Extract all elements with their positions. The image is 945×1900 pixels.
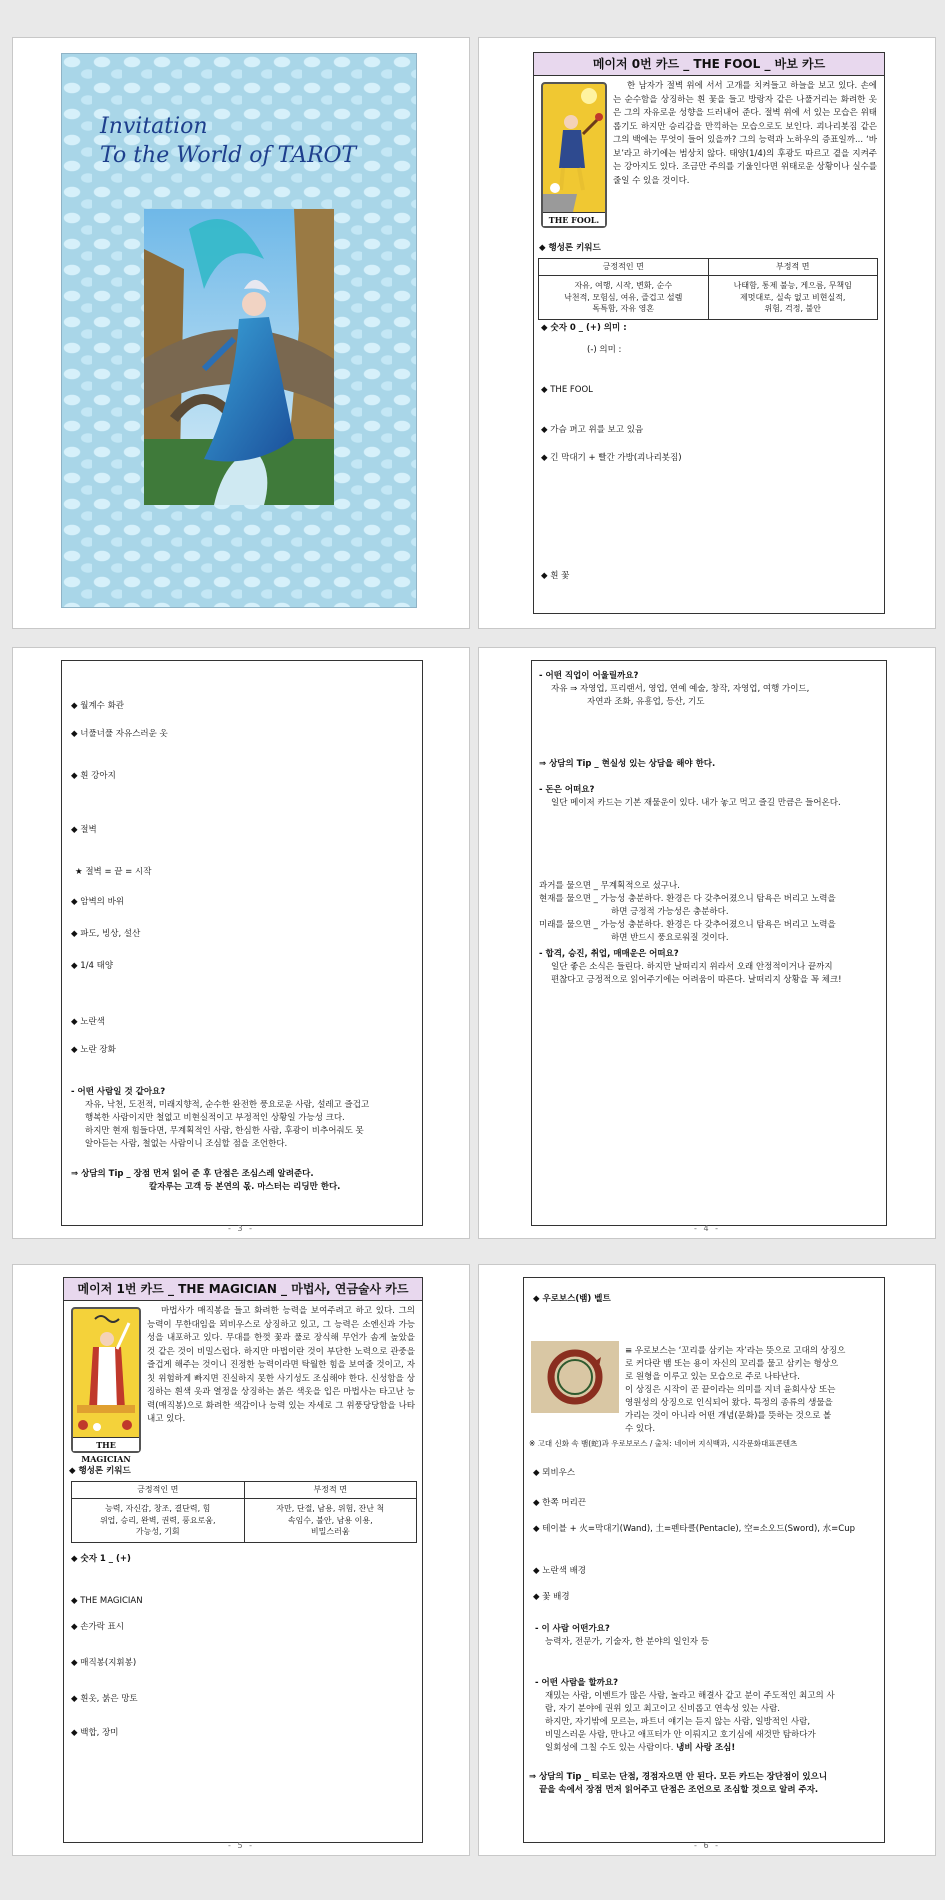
fool-intro: 한 남자가 절벽 위에 서서 고개를 치켜들고 하늘을 보고 있다. 손에는 순수함을 상징하는 흰 꽃을 들고 방랑자 같은 나풀거리는 화려한 옷은 그의 자유로운 성향을 드러내어 준다. 절벽 위에 서 있는 모습은 위태롭기도 하지만 승리감을 만끽하는 모습으로도 보인다. 괴나리봇짐 같은 그의 백에는 무엇이 들어 있을까? 그의 능력과 노하우의 증표일까... ‘바보’라고 하기에는 범상치 않다. 태양(1/4)의 후광도 따르고 곁을 지켜주는 강아지도 있다. 조금만 주의를 기울인다면 위태로운 상황이나 실수를 줄일 수 있을 것이다.	[613, 81, 877, 186]
p3-item-clothes: ◆ 너풀너풀 자유스러운 옷	[71, 729, 168, 739]
p3-question-title: - 어떤 사람일 것 같아요?	[71, 1087, 166, 1097]
page-3	[12, 647, 470, 1239]
p3-tip-line1: ⇒ 상담의 Tip _ 장점 먼저 읽어 준 후 단점은 조심스레 알려준다.	[71, 1169, 314, 1179]
p6-person-line1: 재밌는 사람, 이벤트가 많은 사람, 놀라고 해결사 같고 분이 주도적인 최고의 사	[545, 1691, 835, 1701]
magician-item-title: ◆ THE MAGICIAN	[71, 1596, 143, 1606]
fool-card-image	[541, 82, 607, 228]
page-number: - 3 -	[228, 1224, 254, 1233]
cover-background	[61, 53, 417, 608]
p6-item-table: ◆ 테이블 + 火=막대기(Wand), 土=펜타클(Pentacle), 空=소오드(Sword), 水=Cup	[533, 1524, 855, 1534]
p3-item-sun: ◆ 1/4 태양	[71, 961, 114, 971]
p6-person-line5-text: 일회성에 그칠 수도 있는 사람이다.	[545, 1743, 674, 1753]
p6-item-yellow-bg: ◆ 노란색 배경	[533, 1566, 586, 1576]
fool-title: 메이저 0번 카드 _ THE FOOL _ 바보 카드	[533, 52, 885, 76]
p3-tip-line2: 칼자루는 고객 등 본연의 몫. 마스터는 리딩만 한다.	[149, 1182, 341, 1192]
magician-keyword-table	[71, 1481, 417, 1543]
fool-item-title: ◆ THE FOOL	[541, 385, 593, 395]
p3-item-dog: ◆ 흰 강아지	[71, 771, 116, 781]
p6-person-line5	[545, 1742, 735, 1755]
p6-ouroboros-line2: 로 커다란 뱀 또는 용이 자신의 꼬리를 물고 삼키는 형상으	[625, 1359, 839, 1369]
p3-item-rock: ◆ 암벽의 바위	[71, 897, 124, 907]
p4-present-line1: 현재를 물으면 _ 가능성 충분하다. 환경은 다 갖추어졌으니 탐욕은 버리고 노력을	[539, 894, 836, 904]
magician-number-plus: ◆ 숫자 1 _ (+)	[71, 1554, 131, 1564]
cover-title-line2: To the World of TAROT	[100, 143, 357, 168]
magician-item-flowers: ◆ 백합, 장미	[71, 1728, 119, 1738]
p6-ouroboros-title: ◆ 우로보스(뱀) 벨트	[533, 1294, 611, 1304]
p4-past: 과거를 물으면 _ 무계획적으로 섰구나.	[539, 881, 680, 891]
p4-money-title: - 돈은 어떠요?	[539, 785, 595, 795]
magician-card-caption: THE MAGICIAN	[73, 1437, 139, 1451]
p4-future-line1: 미래를 물으면 _ 가능성 충분하다. 환경은 다 갖추어졌으니 탐욕은 버리고 노력을	[539, 920, 836, 930]
p3-question-line2: 행복한 사람이지만 철없고 비현실적이고 부정적인 상황일 가능성 크다.	[85, 1113, 345, 1123]
magician-negative-head: 부정적 면	[244, 1482, 417, 1499]
fool-item-pose: ◆ 가슴 펴고 위를 보고 있음	[541, 425, 644, 435]
fool-item-flower: ◆ 흰 꽃	[541, 571, 570, 581]
p3-item-boots: ◆ 노란 장화	[71, 1045, 116, 1055]
magician-item-robe: ◆ 흰옷, 붉은 망토	[71, 1694, 138, 1704]
p3-question-line1: 자유, 낙천, 도전적, 미래지향적, 순수한 완전한 풍요로운 사람, 설레고 즐겁고	[85, 1100, 370, 1110]
p3-question-line4: 알아듣는 사람, 철없는 사람이니 조심할 점을 조언한다.	[85, 1139, 288, 1149]
magician-intro: 마법사가 매직봉을 들고 화려한 능력을 보여주려고 하고 있다. 그의 능력이 무한대임을 뫼비우스로 상징하고 있고, 그 능력은 소엔신과 가능성을 내포하고 있다. 무대를 한껏 꽃과 풀로 장식해 무언가 솜게 높았을 것 같은 것이 비밀스럽다. 하지만 마법이란 것이 부단한 노력으로 관중을 즐겁게 해주는 것이니 진정한 능력이라면 탁월한 힘을 보여줄 것이고, 자칫 위험하게 빠지면 진실하지 못한 사기성도 조심해야 한다. 신성함을 상징하는 흰색 옷과 열정을 상징하는 붉은 색옷을 입은 마법사는 타고난 능력(매직봉)으로 화려한 색감이나 능력 있는 자세로 그 위풍당당함을 나타내고 있다.	[147, 1306, 415, 1424]
fool-keyword-table	[538, 258, 878, 320]
p4-job-line1: 자유 ⇒ 자영업, 프리랜서, 영업, 연예 예술, 창작, 자영업, 여행 가이드,	[551, 684, 810, 694]
cover-title-line1: Invitation	[100, 114, 208, 139]
ouroboros-image	[531, 1341, 619, 1413]
fool-positive-cell: 자유, 여행, 시작, 변화, 순수 낙천적, 모험심, 여유, 즐겁고 설렘 독특함, 자유 영혼	[539, 276, 709, 320]
page-cover	[12, 37, 470, 629]
fool-number-minus: (-) 의미 :	[587, 345, 622, 355]
p6-who-line: 능력자, 전문가, 기술자, 한 분야의 일인자 등	[545, 1637, 709, 1647]
fool-negative-head: 부정적 면	[708, 259, 878, 276]
p3-item-cliff: ◆ 절벽	[71, 825, 97, 835]
page-4	[478, 647, 936, 1239]
p6-person-line2: 람, 자기 분야에 권위 있고 최고이고 신비롭고 연속성 있는 사람.	[545, 1704, 780, 1714]
magician-card-image	[71, 1307, 141, 1464]
p6-person-title: - 어떤 사람을 할까요?	[535, 1678, 619, 1688]
magician-keyword-label: ◆ 행성론 키워드	[69, 1466, 131, 1476]
p3-question-line3: 하지만 현재 힘들다면, 무계획적인 사람, 한심한 사람, 후광이 비추어줘도 못	[85, 1126, 364, 1136]
p3-item-wreath: ◆ 월계수 화관	[71, 701, 124, 711]
fool-item-stick: ◆ 긴 막대기 + 빨간 가방(괴나리봇짐)	[541, 453, 682, 463]
p6-tip-line2: 끝을 속에서 장점 먼저 읽어주고 단점은 조언으로 조심할 것으로 알려 주자.	[539, 1785, 819, 1795]
magician-title: 메이저 1번 카드 _ THE MAGICIAN _ 마법사, 연금술사 카드	[63, 1277, 423, 1301]
p6-who-title: - 이 사람 어떤가요?	[535, 1624, 610, 1634]
p4-tip: ⇒ 상담의 Tip _ 현실성 있는 상담을 해야 한다.	[539, 759, 716, 769]
fool-positive-head: 긍정적인 면	[539, 259, 709, 276]
p6-source-note: ※ 고대 신화 속 뱀(蛇)과 우로보로스 / 출처: 네이버 지식백과, 시각문화대표콘텐츠	[529, 1439, 798, 1448]
p6-ouroboros-line3: 로 원형을 이루고 있는 모습으로 주로 나타난다.	[625, 1372, 800, 1382]
p6-person-line4: 비밀스러운 사람, 만나고 애프터가 안 이뤄지고 호기심에 새것만 탐하다가	[545, 1730, 816, 1740]
cover-title	[100, 112, 356, 170]
p6-ouroboros-line5: 영원성의 상징으로 인식되어 왔다. 특정의 종류의 생물을	[625, 1398, 833, 1408]
p6-ouroboros-line7: 수 있다.	[625, 1424, 656, 1434]
page-number: - 6 -	[694, 1841, 720, 1850]
fool-negative-cell: 나태함, 통제 불능, 게으름, 무책임 제멋대로, 실속 없고 비현실적, 위험, 걱정, 불안	[708, 276, 878, 320]
p4-pass-line1: 일단 좋은 소식은 들린다. 하지만 날떠리지 위라서 오래 안정적이거나 끝까지	[551, 962, 833, 972]
p6-item-flower-bg: ◆ 꽃 배경	[533, 1592, 570, 1602]
magician-positive-head: 긍정적인 면	[72, 1482, 245, 1499]
page-number: - 5 -	[228, 1841, 254, 1850]
magician-figure-icon	[73, 1309, 139, 1437]
p3-item-cliff-note: ★ 절벽 = 끝 = 시작	[75, 867, 152, 877]
p3-item-yellow: ◆ 노란색	[71, 1017, 105, 1027]
p6-ouroboros-line6: 가리는 것이 아니라 어떤 개념(문화)를 뜻하는 것으로 볼	[625, 1411, 832, 1421]
cover-illustration	[144, 209, 334, 505]
magician-positive-cell: 능력, 자신감, 창조, 결단력, 힘 위업, 승리, 완벽, 권력, 풍요로움, 가능성, 기회	[72, 1499, 245, 1543]
page-fool	[478, 37, 936, 629]
p4-job-title: - 어떤 직업이 어울릴까요?	[539, 671, 639, 681]
p4-future-line2: 하면 반드시 풍요로워질 것이다.	[611, 933, 729, 943]
p6-person-warning: 냉비 사랑 조심!	[676, 1743, 736, 1753]
p4-pass-title: - 합격, 승진, 취업, 매매운은 어떠요?	[539, 949, 679, 959]
p4-pass-line2: 편찮다고 긍정적으로 읽어주기에는 어려움이 따른다. 날떠리지 상황을 꼭 체크!	[551, 975, 842, 985]
p6-item-headband: ◆ 한쪽 머리끈	[533, 1498, 586, 1508]
p4-job-line2: 자연과 조화, 유흥업, 등산, 기도	[587, 697, 705, 707]
p6-person-line3: 하지만, 자기밖에 모르는, 파트너 얘기는 듣지 않는 사람, 일방적인 사람,	[545, 1717, 811, 1727]
fool-figure-icon	[543, 84, 605, 212]
p4-present-line2: 하면 긍정적 가능성은 충분하다.	[611, 907, 729, 917]
p6-ouroboros-line4: 이 상징은 시작이 곧 끝이라는 의미를 지녀 윤회사상 또는	[625, 1385, 836, 1395]
p6-tip-line1: ⇒ 상담의 Tip _ 티로는 단점, 경점자으면 안 된다. 모든 카드는 장단점이 있으니	[529, 1772, 828, 1782]
page-6	[478, 1264, 936, 1856]
page-magician	[12, 1264, 470, 1856]
p6-item-mobius: ◆ 뫼비우스	[533, 1468, 576, 1478]
magician-item-wand: ◆ 매직봉(지휘봉)	[71, 1658, 137, 1668]
fool-keyword-label: ◆ 행성론 키워드	[539, 243, 601, 253]
magician-negative-cell: 자만, 단절, 남용, 위험, 잔난 척 속임수, 불안, 남용 이용, 비밀스러움	[244, 1499, 417, 1543]
page-number: - 4 -	[694, 1224, 720, 1233]
magician-item-finger: ◆ 손가락 표시	[71, 1622, 124, 1632]
p3-item-wave: ◆ 파도, 빙상, 설산	[71, 929, 141, 939]
fool-card-caption: THE FOOL.	[543, 212, 605, 226]
p6-ouroboros-line1: ≡ 우로보스는 ‘꼬리를 삼키는 자’라는 뜻으로 고대의 상징으	[625, 1346, 846, 1356]
p4-money-line: 일단 메이저 카드는 기본 재물운이 있다. 내가 놓고 먹고 즐길 만큼은 들어온다.	[551, 798, 841, 808]
fool-number-plus: ◆ 숫자 0 _ (+) 의미 :	[541, 323, 627, 333]
